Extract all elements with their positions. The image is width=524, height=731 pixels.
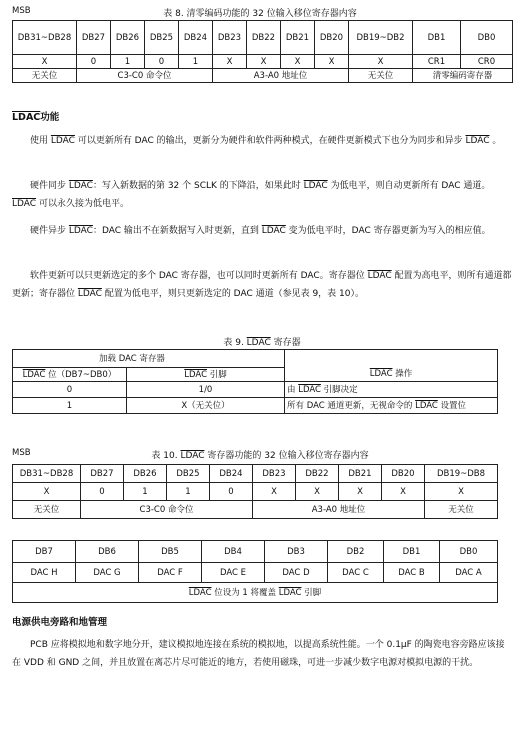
table10-cell: X bbox=[382, 483, 425, 501]
table8-cell: CR0 bbox=[461, 55, 513, 69]
text-run: 设置位 bbox=[437, 400, 467, 411]
table10b-cell: DAC A bbox=[440, 563, 498, 583]
table8-cell: 1 bbox=[179, 55, 213, 69]
table10b-value-row bbox=[13, 563, 498, 583]
text-run: 引脚决定 bbox=[320, 384, 358, 395]
ldac-signal: LDAC bbox=[68, 181, 93, 191]
table10b-cell: DAC B bbox=[384, 563, 440, 583]
table10b-cell: DAC C bbox=[328, 563, 384, 583]
ldac-heading-signal: LDAC bbox=[12, 112, 41, 123]
table10-header-cell: DB23 bbox=[253, 465, 296, 483]
table10-desc-row bbox=[13, 501, 498, 519]
table9 bbox=[12, 349, 498, 414]
table10b-header-row bbox=[13, 541, 498, 563]
table8-cell: CR1 bbox=[413, 55, 461, 69]
table10-cell: 0 bbox=[81, 483, 124, 501]
table9-cell bbox=[285, 382, 498, 398]
table10-header-cell: DB24 bbox=[210, 465, 253, 483]
table8-header-cell: DB25 bbox=[145, 21, 179, 55]
table10-cell: 0 bbox=[210, 483, 253, 501]
text-run: 硬件同步 bbox=[30, 181, 69, 191]
table8-cell: X bbox=[213, 55, 247, 69]
table9-cell: X（无关位） bbox=[127, 398, 285, 414]
table8-cell: X bbox=[315, 55, 349, 69]
table10-header-cell: DB31~DB28 bbox=[13, 465, 81, 483]
table10b-note bbox=[13, 583, 498, 603]
table10b-note-row bbox=[13, 583, 498, 603]
ldac-signal: LDAC bbox=[303, 181, 328, 191]
table10-desc-cell: C3-C0 命令位 bbox=[81, 501, 253, 519]
ldac-heading-suffix: 功能 bbox=[40, 112, 60, 123]
table8-header-cell: DB26 bbox=[111, 21, 145, 55]
text-run: 。 bbox=[489, 136, 502, 146]
ldac-paragraph-4 bbox=[12, 267, 512, 303]
table10 bbox=[12, 464, 498, 519]
table10-header-cell: DB19~DB8 bbox=[425, 465, 498, 483]
text-run: 为低电平，则自动更新所有 DAC 通道。 bbox=[327, 181, 491, 191]
table8-header-cell: DB22 bbox=[247, 21, 281, 55]
text-run: 操作 bbox=[392, 369, 413, 380]
ldac-signal: LDAC bbox=[278, 587, 302, 598]
table8-header-cell: DB1 bbox=[413, 21, 461, 55]
ldac-signal: LDAC bbox=[50, 136, 75, 146]
ldac-paragraph-3 bbox=[12, 222, 512, 240]
table8-cell: X bbox=[13, 55, 77, 69]
ldac-signal: LDAC bbox=[68, 226, 93, 236]
table8-cell: X bbox=[247, 55, 281, 69]
text-run: ：DAC 输出不在新数据写入时更新，直到 bbox=[92, 226, 262, 236]
ldac-signal: LDAC bbox=[77, 289, 102, 299]
table10-desc-cell: A3-A0 地址位 bbox=[253, 501, 425, 519]
text-run: 位（DB7~DB0） bbox=[45, 369, 117, 380]
table8-desc-row bbox=[13, 69, 513, 83]
text-run: 配置为低电平，则只更新选定的 DAC 通道（参见表 9，表 10）。 bbox=[101, 289, 364, 299]
ldac-paragraph-2 bbox=[12, 177, 512, 213]
table9-cell bbox=[285, 398, 498, 414]
table8-header-cell: DB0 bbox=[461, 21, 513, 55]
text-run: 使用 bbox=[30, 136, 51, 146]
table10-header-cell: DB22 bbox=[296, 465, 339, 483]
table9-header-cell bbox=[127, 368, 285, 382]
text-run: 可以永久接为低电平。 bbox=[36, 199, 129, 209]
table10-cell: X bbox=[296, 483, 339, 501]
table8-header-cell: DB21 bbox=[281, 21, 315, 55]
table10b-header-cell: DB5 bbox=[139, 541, 202, 563]
table10-cell: 1 bbox=[124, 483, 167, 501]
table10-desc-cell: 无关位 bbox=[425, 501, 498, 519]
power-paragraph: PCB 应将模拟地和数字地分开，建议模拟地连接在系统的模拟地，以提高系统性能。一个 0.1μF 的陶瓷电容旁路应该接在 VDD 和 GND 之间，并且放置在离芯片尽可能近的地方，若使用磁珠，可进一步减少数字电源对模拟电源的干扰。 bbox=[12, 640, 505, 668]
table9-header-cell bbox=[13, 368, 127, 382]
text-run: 可以更新所有 DAC 的输出，更新分为硬件和软件两种模式，在硬件更新模式下也分为同步和异步 bbox=[74, 136, 466, 146]
ldac-section-heading bbox=[12, 109, 59, 123]
table10-caption bbox=[60, 448, 460, 461]
table10-header-cell: DB26 bbox=[124, 465, 167, 483]
text-run: 寄存器 bbox=[270, 338, 301, 348]
table8-msb-label: MSB bbox=[12, 6, 31, 16]
text-run: 由 bbox=[287, 384, 299, 395]
table8-desc-cell: 无关位 bbox=[349, 69, 413, 83]
table8-header-cell: DB31~DB28 bbox=[13, 21, 77, 55]
table9-cell: 0 bbox=[13, 382, 127, 398]
table10b-header-cell: DB0 bbox=[440, 541, 498, 563]
table9-header-cell bbox=[285, 368, 498, 382]
table8-cell: X bbox=[349, 55, 413, 69]
table10b-header-cell: DB1 bbox=[384, 541, 440, 563]
power-section-heading: 电源供电旁路和地管理 bbox=[12, 617, 108, 628]
table10b-cell: DAC H bbox=[13, 563, 76, 583]
table10-header-cell: DB25 bbox=[167, 465, 210, 483]
table10-cell: X bbox=[425, 483, 498, 501]
table10-cell: X bbox=[339, 483, 382, 501]
text-run: 寄存器功能的 32 位输入移位寄存器内容 bbox=[204, 451, 369, 461]
ldac-signal: LDAC bbox=[12, 199, 37, 209]
table9-group-row bbox=[13, 350, 498, 368]
text-run: 表 9. bbox=[223, 338, 247, 348]
table8-cell: X bbox=[281, 55, 315, 69]
table10b-header-cell: DB3 bbox=[265, 541, 328, 563]
table10-cell: 1 bbox=[167, 483, 210, 501]
table8-header-row bbox=[13, 21, 513, 55]
text-run: 配置为高电平，则所有通道都更新；寄存器位 bbox=[12, 271, 512, 299]
ldac-signal: LDAC bbox=[261, 226, 286, 236]
table8-cell: 1 bbox=[111, 55, 145, 69]
table8-cell: 0 bbox=[77, 55, 111, 69]
table10-header-cell: DB20 bbox=[382, 465, 425, 483]
ldac-signal: LDAC bbox=[367, 271, 392, 281]
ldac-signal: LDAC bbox=[298, 384, 321, 395]
table9-caption bbox=[12, 335, 512, 348]
table10-value-row bbox=[13, 483, 498, 501]
table10b-header-cell: DB6 bbox=[76, 541, 139, 563]
table8 bbox=[12, 20, 513, 83]
text-run: 软件更新可以只更新选定的多个 DAC 寄存器，也可以同时更新所有 DAC。寄存器位 bbox=[30, 271, 368, 281]
text-run: 变为低电平时，DAC 寄存器更新为写入的相应值。 bbox=[285, 226, 491, 236]
table10b-cell: DAC F bbox=[139, 563, 202, 583]
table10-continued bbox=[12, 540, 498, 603]
ldac-signal: LDAC bbox=[415, 400, 438, 411]
table10b-header-cell: DB2 bbox=[328, 541, 384, 563]
text-run: 所有 DAC 通道更新，无视命令的 bbox=[287, 400, 416, 411]
text-run: 位设为 1 将覆盖 bbox=[211, 587, 279, 598]
table10b-cell: DAC G bbox=[76, 563, 139, 583]
table9-row bbox=[13, 398, 498, 414]
table9-cell: 1/0 bbox=[127, 382, 285, 398]
ldac-signal: LDAC bbox=[22, 369, 46, 380]
table9-empty-cell bbox=[285, 350, 498, 368]
table9-cell: 1 bbox=[13, 398, 127, 414]
ldac-signal: LDAC bbox=[180, 451, 205, 461]
table10b-cell: DAC E bbox=[202, 563, 265, 583]
table10-cell: X bbox=[253, 483, 296, 501]
table9-group-header: 加载 DAC 寄存器 bbox=[13, 350, 285, 368]
table8-desc-cell: 清零编码寄存器 bbox=[413, 69, 513, 83]
table8-header-cell: DB20 bbox=[315, 21, 349, 55]
table10-header-cell: DB21 bbox=[339, 465, 382, 483]
table10b-cell: DAC D bbox=[265, 563, 328, 583]
table8-desc-cell: 无关位 bbox=[13, 69, 77, 83]
text-run: 表 10. bbox=[151, 451, 181, 461]
table8-header-cell: DB27 bbox=[77, 21, 111, 55]
table9-header-row bbox=[13, 368, 498, 382]
table8-cell: 0 bbox=[145, 55, 179, 69]
ldac-signal: LDAC bbox=[184, 369, 208, 380]
table8-header-cell: DB24 bbox=[179, 21, 213, 55]
text-run: ：写入新数据的第 32 个 SCLK 的下降沿，如果此时 bbox=[92, 181, 304, 191]
table8-value-row bbox=[13, 55, 513, 69]
table10-cell: X bbox=[13, 483, 81, 501]
table10b-header-cell: DB4 bbox=[202, 541, 265, 563]
table8-header-cell: DB19~DB2 bbox=[349, 21, 413, 55]
ldac-paragraph-1 bbox=[12, 132, 512, 150]
table8-desc-cell: A3-A0 地址位 bbox=[213, 69, 349, 83]
table10-header-row bbox=[13, 465, 498, 483]
ldac-signal: LDAC bbox=[465, 136, 490, 146]
table10-msb-label: MSB bbox=[12, 448, 31, 458]
text-run: 硬件异步 bbox=[30, 226, 69, 236]
ldac-signal: LDAC bbox=[369, 369, 393, 380]
table9-row bbox=[13, 382, 498, 398]
table8-header-cell: DB23 bbox=[213, 21, 247, 55]
table10b-header-cell: DB7 bbox=[13, 541, 76, 563]
text-run: 引脚 bbox=[301, 587, 322, 598]
table8-desc-cell: C3-C0 命令位 bbox=[77, 69, 213, 83]
ldac-signal: LDAC bbox=[246, 338, 271, 348]
ldac-signal: LDAC bbox=[188, 587, 212, 598]
table8-caption: 表 8. 清零编码功能的 32 位输入移位寄存器内容 bbox=[163, 9, 357, 19]
text-run: 引脚 bbox=[207, 369, 227, 380]
table10-desc-cell: 无关位 bbox=[13, 501, 81, 519]
table10-header-cell: DB27 bbox=[81, 465, 124, 483]
